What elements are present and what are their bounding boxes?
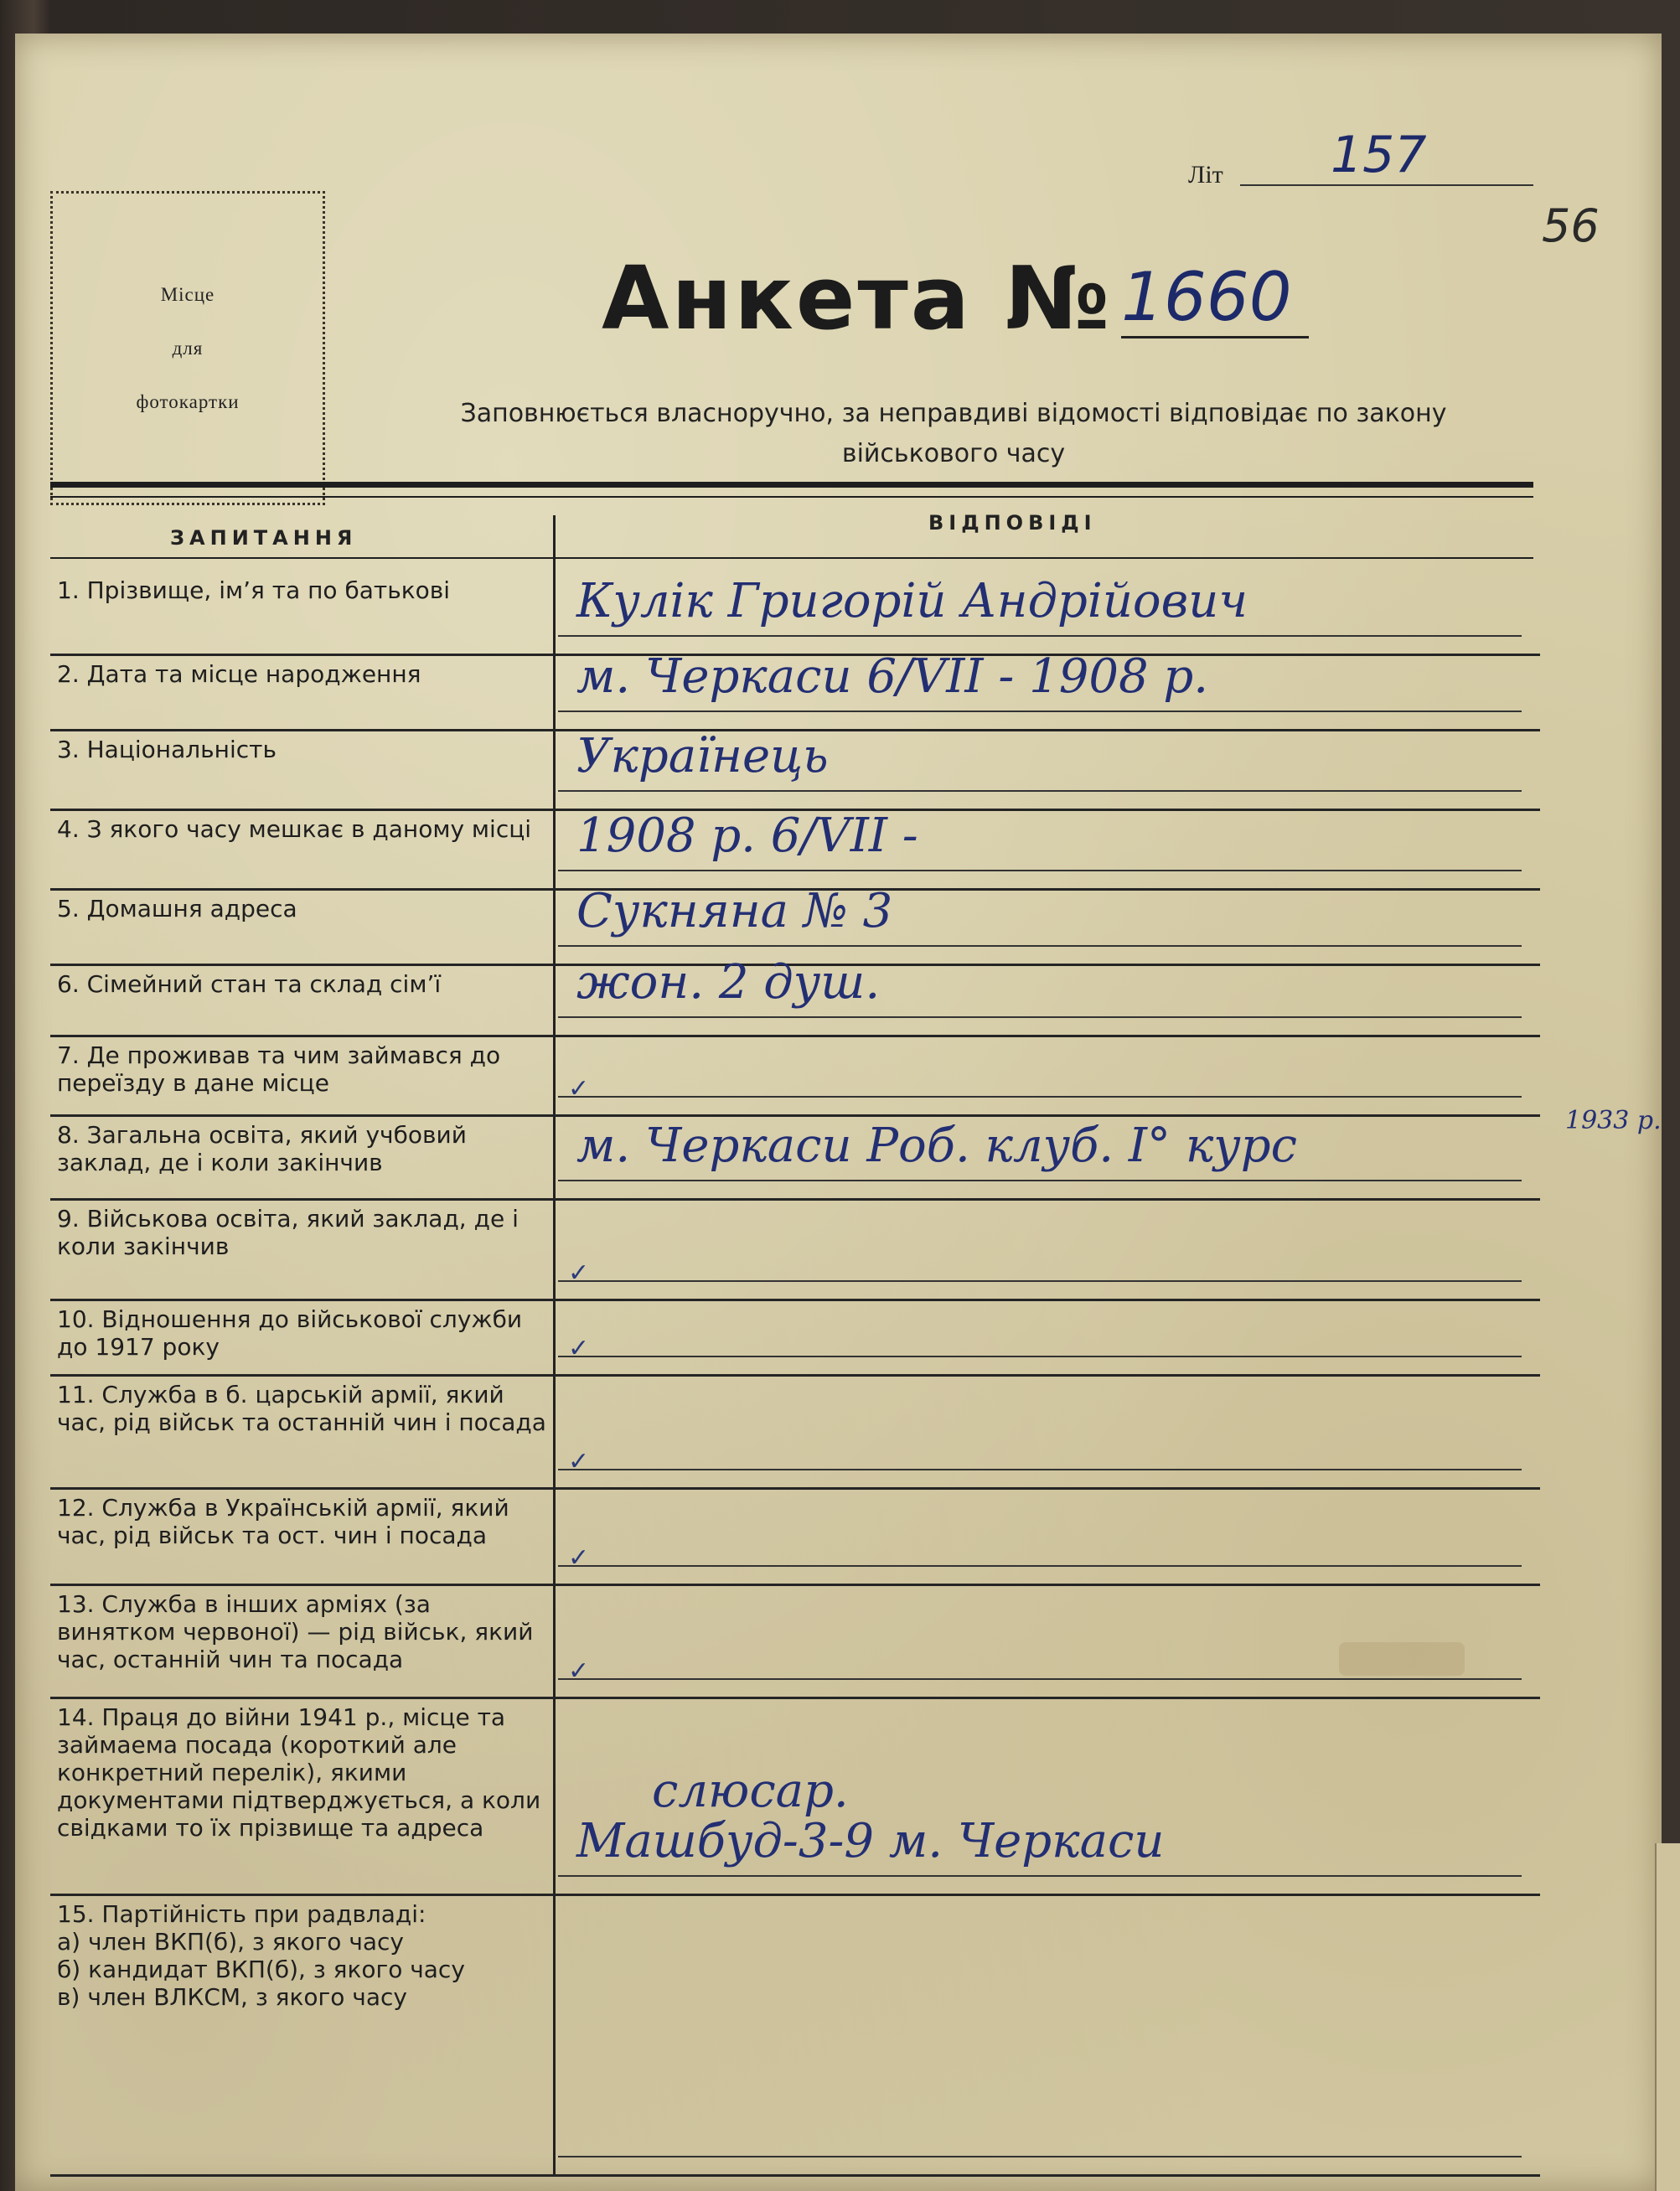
- question-12: 12. Служба в Українській армії, який час, рід військ та ост. чин і посада: [57, 1494, 509, 1549]
- lit-label: Літ: [1188, 161, 1223, 189]
- row-divider: [50, 1487, 1540, 1490]
- form-page: [15, 34, 1662, 2191]
- answer-underline: [558, 790, 1522, 792]
- checkmark-icon: ✓: [568, 1543, 590, 1573]
- question-3: 3. Національність: [57, 736, 277, 763]
- row-divider: [50, 1697, 1540, 1699]
- checkmark-icon: ✓: [568, 1334, 590, 1363]
- answer-underline: [558, 945, 1522, 947]
- column-divider: [553, 515, 556, 2174]
- question-4: 4. З якого часу мешкає в даному місці: [57, 815, 532, 843]
- answer-underline: [558, 1096, 1522, 1098]
- faded-stamp: [1339, 1642, 1465, 1676]
- form-title: Анкета №: [602, 247, 1113, 349]
- answer-underline: [558, 1469, 1522, 1470]
- answer-3: Українець: [576, 729, 829, 783]
- folio-number: 56: [1542, 199, 1600, 252]
- answer-underline: [558, 1016, 1522, 1018]
- header-rule: [50, 482, 1533, 488]
- checkmark-icon: ✓: [568, 1258, 590, 1288]
- row-divider: [50, 1114, 1540, 1117]
- answer-underline: [558, 1280, 1522, 1282]
- answer-1: Кулік Григорій Андрійович: [576, 574, 1248, 628]
- answer-underline: [558, 1678, 1522, 1680]
- lit-number: 157: [1331, 126, 1427, 184]
- answer-5: Сукняна № 3: [576, 884, 893, 938]
- question-14: 14. Праця до війни 1941 р., місце та займаема посада (короткий але конкретний перелік), якими документами підтверджується, а коли свідками то їх прізвище та адреса: [57, 1703, 541, 1842]
- checkmark-icon: ✓: [568, 1447, 590, 1476]
- answer-underline: [558, 870, 1522, 871]
- answer-2: м. Черкаси 6/VII - 1908 р.: [576, 649, 1209, 704]
- question-6: 6. Сімейний стан та склад сім’ї: [57, 970, 442, 998]
- form-number: 1660: [1121, 258, 1309, 338]
- question-9: 9. Військова освіта, який заклад, де і коли закінчив: [57, 1205, 519, 1260]
- question-1: 1. Прізвище, ім’я та по батькові: [57, 576, 451, 604]
- question-10: 10. Відношення до військової служби до 1917 року: [57, 1305, 523, 1361]
- answer-4: 1908 р. 6/VII -: [576, 809, 918, 863]
- column-header-rule: [50, 557, 1533, 559]
- photo-label-1: Місце: [160, 283, 215, 305]
- photo-placeholder: [50, 191, 325, 505]
- row-divider: [50, 2174, 1540, 2177]
- answer-14: Машбуд-3-9 м. Черкаси: [576, 1814, 1165, 1868]
- answer-underline: [558, 2156, 1522, 2157]
- answer-14-line-2: слюсар.: [652, 1764, 849, 1818]
- subtitle-line-2: військового часу: [841, 439, 1066, 468]
- row-divider: [50, 1299, 1540, 1301]
- question-13: 13. Служба в інших арміях (за винятком червоної) — рід військ, який час, останній чин та посада: [57, 1590, 534, 1673]
- next-page-edge: [1655, 1843, 1680, 2191]
- answers-header: ВІДПОВІДІ: [928, 511, 1097, 535]
- checkmark-icon: ✓: [568, 1656, 590, 1686]
- photo-label-3: фотокартки: [136, 390, 240, 412]
- answer-8-year-note: 1933 р.: [1565, 1106, 1662, 1135]
- row-divider: [50, 1584, 1540, 1586]
- answer-underline: [558, 1356, 1522, 1357]
- checkmark-icon: ✓: [568, 1074, 590, 1103]
- answer-underline: [558, 1875, 1522, 1877]
- answer-underline: [558, 1565, 1522, 1567]
- question-7: 7. Де проживав та чим займався до переїзду в дане місце: [57, 1041, 501, 1097]
- answer-underline: [558, 635, 1522, 637]
- row-divider: [50, 1198, 1540, 1201]
- row-divider: [50, 1894, 1540, 1896]
- questions-header: ЗАПИТАННЯ: [170, 526, 358, 550]
- question-8: 8. Загальна освіта, який учбовий заклад, де і коли закінчив: [57, 1121, 467, 1176]
- form-subtitle: [367, 394, 1540, 474]
- question-5: 5. Домашня адреса: [57, 895, 297, 922]
- photo-label-2: для: [172, 337, 204, 359]
- header-rule-thin: [50, 496, 1533, 498]
- answer-underline: [558, 1180, 1522, 1181]
- question-15: 15. Партійність при радвладі: а) член ВКП(б), з якого часу б) кандидат ВКП(б), з якого часу в) член ВЛКСМ, з якого часу: [57, 1900, 465, 2011]
- question-11: 11. Служба в б. царській армії, який час, рід військ та останній чин і посада: [57, 1381, 546, 1436]
- answer-8: м. Черкаси Роб. клуб. I° курс: [576, 1119, 1297, 1173]
- row-divider: [50, 1374, 1540, 1377]
- subtitle-line-1: Заповнюється власноручно, за неправдиві відомості відповідає по закону: [460, 399, 1447, 428]
- lit-underline: [1240, 184, 1533, 186]
- question-2: 2. Дата та місце народження: [57, 660, 421, 688]
- answer-6: жон. 2 душ.: [576, 955, 881, 1010]
- row-divider: [50, 1035, 1540, 1037]
- answer-underline: [558, 711, 1522, 712]
